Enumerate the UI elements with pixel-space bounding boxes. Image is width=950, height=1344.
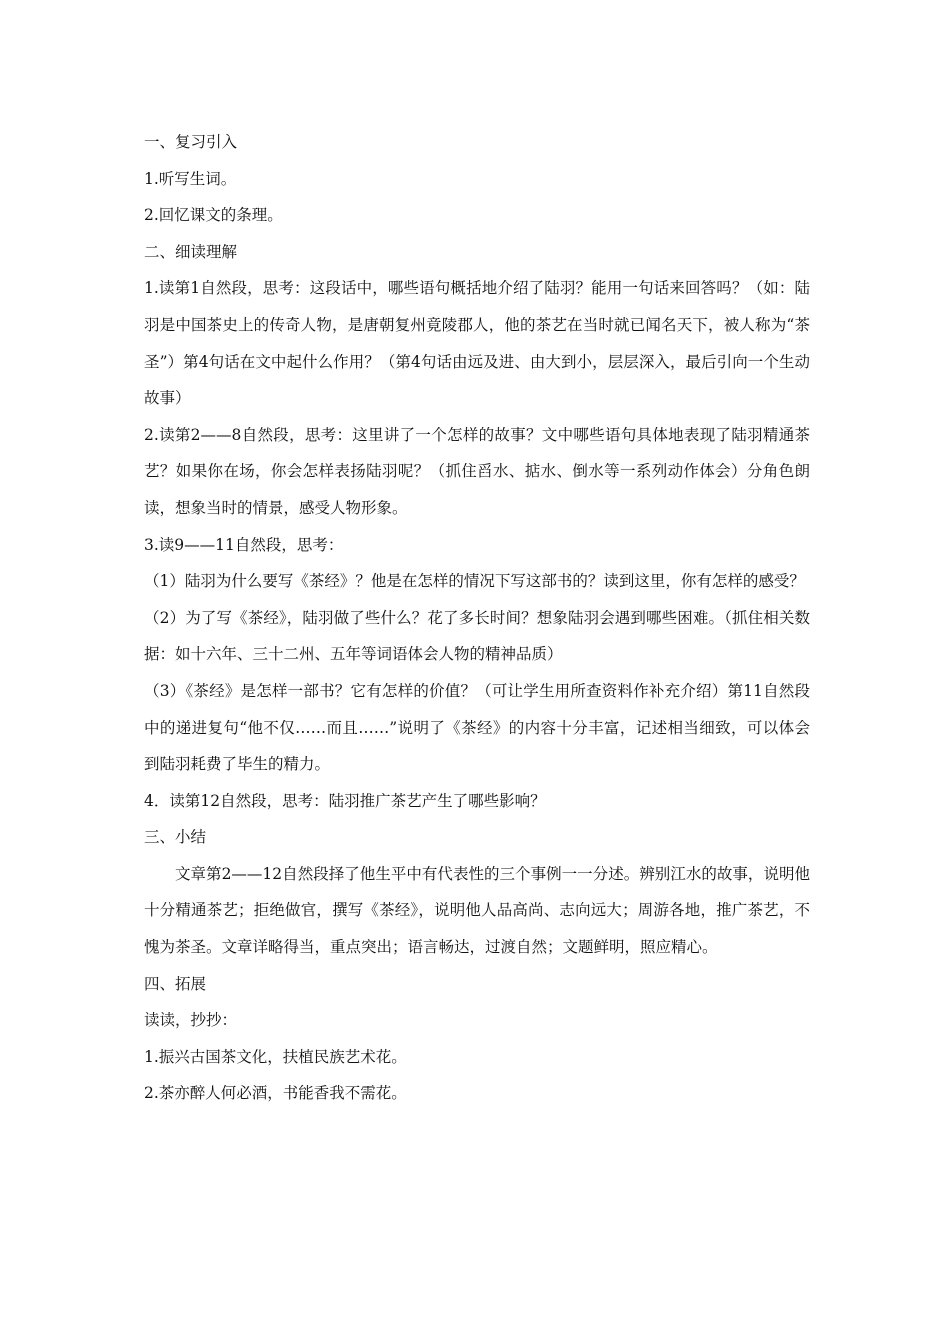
list-item-dictation: 1.听写生词。 [144, 169, 237, 188]
list-item-paragraphs-9-11: 3.读9——11自然段，思考： [144, 535, 344, 554]
list-item-recall-structure: 2.回忆课文的条理。 [144, 206, 283, 225]
section-heading-extension: 四、拓展 [144, 974, 207, 993]
list-item-paragraph-12: 4．读第12自然段，思考：陆羽推广茶艺产生了哪些影响？ [144, 791, 546, 810]
section-heading-summary: 三、小结 [144, 828, 207, 847]
sub-question-3: （3）《茶经》是怎样一部书？它有怎样的价值？（可让学生用所查资料作补充介绍）第11自然段中的递进复句“他不仅……而且……”说明了《茶经》的内容十分丰富，记述相当细致，可以体会到陆羽耗费了毕生的精力。 [144, 681, 810, 774]
extension-intro: 读读，抄抄： [144, 1011, 238, 1030]
section-heading-close-reading: 二、细读理解 [144, 242, 238, 261]
list-item-paragraph-1: 1.读第1自然段，思考：这段话中，哪些语句概括地介绍了陆羽？能用一句话来回答吗？（如：陆羽是中国茶史上的传奇人物，是唐朝复州竟陵郡人，他的茶艺在当时就已闻名天下，被人称为“茶圣”）第4句话在文中起什么作用？（第4句话由远及进、由大到小，层层深入，最后引向一个生动故事） [144, 279, 810, 408]
summary-paragraph: 文章第2——12自然段择了他生平中有代表性的三个事例一一分述。辨别江水的故事，说明他十分精通茶艺；拒绝做官，撰写《茶经》，说明他人品高尚、志向远大；周游各地，推广茶艺，不愧为茶圣。文章详略得当，重点突出；语言畅达，过渡自然；文题鲜明，照应精心。 [144, 864, 810, 957]
sub-question-2: （2）为了写《茶经》，陆羽做了些什么？花了多长时间？想象陆羽会遇到哪些困难。（抓住相关数据：如十六年、三十二州、五年等词语体会人物的精神品质） [144, 608, 810, 664]
sub-question-1: （1）陆羽为什么要写《茶经》？他是在怎样的情况下写这部书的？读到这里，你有怎样的感受？ [144, 572, 805, 591]
section-heading-review: 一、复习引入 [144, 133, 238, 151]
couplet-1: 1.振兴古国茶文化，扶植民族艺术花。 [144, 1047, 407, 1066]
document-body [144, 124, 810, 1112]
couplet-2: 2.茶亦醉人何必酒，书能香我不需花。 [144, 1084, 407, 1103]
list-item-paragraphs-2-8: 2.读第2——8自然段，思考：这里讲了一个怎样的故事？文中哪些语句具体地表现了陆羽精通茶艺？如果你在场，你会怎样表扬陆羽呢？（抓住舀水、掂水、倒水等一系列动作体会）分角色朗读，想象当时的情景，感受人物形象。 [144, 425, 810, 517]
